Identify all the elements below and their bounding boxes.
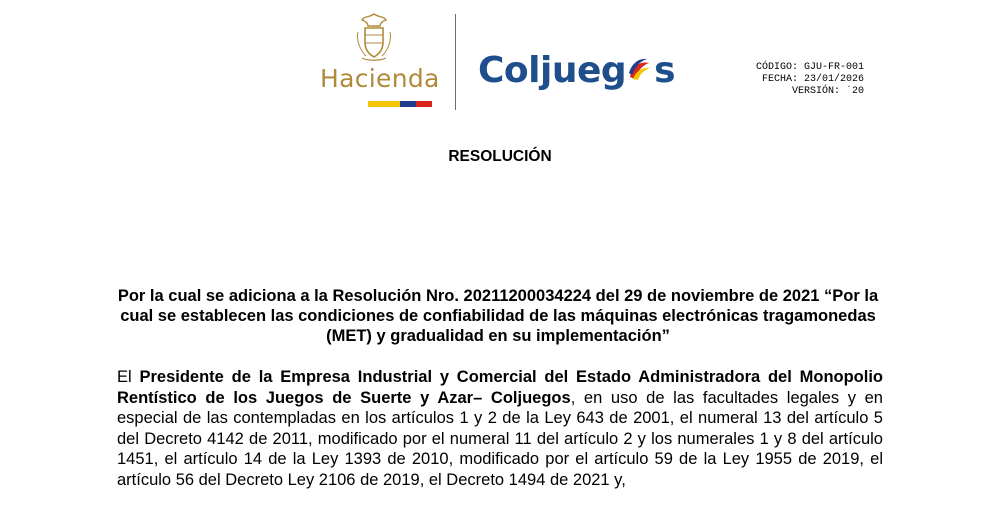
coljuegos-logo: Coljueg s [478, 49, 676, 91]
colombia-flag-stripe [368, 101, 432, 107]
hacienda-logo-text: Hacienda [320, 64, 440, 93]
coljuegos-swoosh-icon [627, 55, 653, 85]
hacienda-coat-of-arms-icon [352, 12, 396, 62]
document-date: FECHA: 23/01/2026 [761, 74, 864, 85]
document-version: VERSIÓN: ´20 [791, 86, 864, 97]
document-subtitle: Por la cual se adiciona a la Resolución Nro. 20211200034224 del 29 de noviembre de 2021 “Por la cual se establecen las condiciones de confiabilidad de las máquinas electrónicas tragamonedas (MET) y gradualidad en su implementación” [117, 287, 879, 345]
document-code: CÓDIGO: GJU-FR-001 [755, 62, 864, 73]
logo-divider [455, 14, 456, 110]
body-rest: , en uso de las facultades legales y en especial de las contempladas en los artículos 1 y 2 de la Ley 643 de 2001, el numeral 13 del artículo 5 del Decreto 4142 de 2011, modificado por el numeral 11 del artículo 2 y los numerales 1 y 8 del artículo 1451, el artículo 14 de la Ley 1393 de 2010, modificado por el artículo 59 de la Ley 1955 de 2019, el artículo 56 del Decreto Ley 2106 de 2019, el Decreto 1494 de 2021 y, [117, 388, 883, 489]
body-prefix: El [117, 368, 140, 386]
document-title: RESOLUCIÓN [448, 148, 552, 165]
document-body-paragraph [117, 367, 883, 490]
body-bold-entity: Presidente de la Empresa Industrial y Comercial del Estado Administradora del Monopolio Rentístico de los Juegos de Suerte y Azar– Coljuegos [117, 368, 884, 407]
document-metadata [756, 62, 864, 98]
document-header [0, 0, 1000, 125]
